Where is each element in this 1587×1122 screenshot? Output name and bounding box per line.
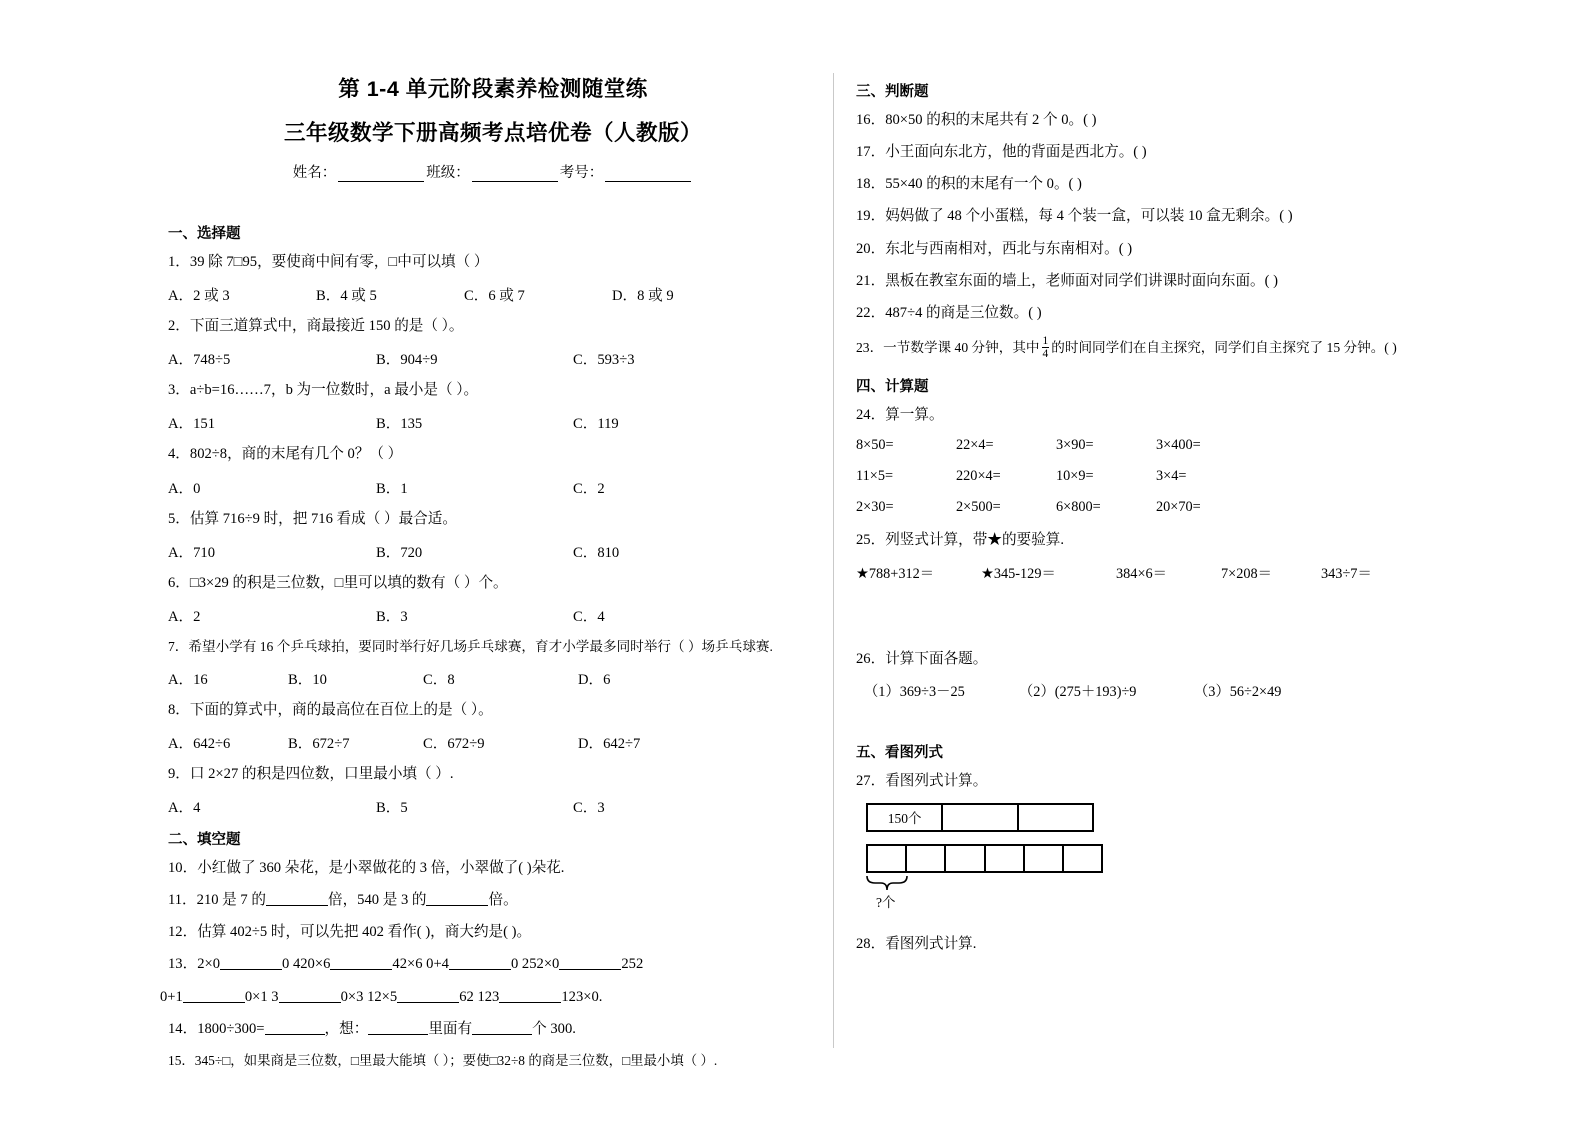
question-26-items (864, 681, 1526, 701)
section-heading-judge: 三、判断题 (856, 84, 929, 100)
bar-model-diagram (866, 803, 1116, 912)
question-7-option-d[interactable]: D．6 (578, 671, 611, 688)
question-28-title: 28．看图列式计算. (856, 935, 977, 952)
q24-r2-c3: 10×9= (1056, 468, 1094, 485)
question-4-option-b[interactable]: B．1 (376, 480, 408, 497)
page-header (168, 72, 818, 182)
question-3-options (168, 412, 823, 433)
q26-item-2: （2）(275＋193)÷9 (1019, 683, 1137, 700)
question-3-option-b[interactable]: B．135 (376, 416, 423, 433)
question-9-option-b[interactable]: B．5 (376, 799, 408, 816)
question-11-part-b: 倍，540 是 3 的 (327, 892, 427, 909)
question-16-stem: 16．80×50 的积的末尾共有 2 个 0。( ) (856, 112, 1097, 128)
question-8-options (168, 732, 823, 753)
exam-number-input-blank[interactable] (605, 167, 691, 182)
question-27-title: 27．看图列式计算。 (856, 772, 988, 789)
q26-item-3: （3）56÷2×49 (1194, 683, 1282, 700)
page-title-line2: 三年级数学下册高频考点培优卷（人教版） (283, 121, 702, 145)
q13b-seg-4: 62 123 (459, 988, 500, 1005)
page-title-line1: 第 1-4 单元阶段素养检测随堂练 (338, 77, 648, 101)
class-input-blank[interactable] (472, 167, 558, 182)
question-20-stem: 20．东北与西南相对，西北与东南相对。( ) (856, 240, 1133, 257)
question-6-option-c[interactable]: C．4 (573, 608, 605, 625)
class-label: 班级： (426, 165, 470, 181)
question-23-stem (856, 335, 1526, 360)
top-cell-3 (1019, 805, 1092, 830)
question-11-part-c: 倍。 (488, 892, 518, 909)
question-7-option-c[interactable]: C．8 (423, 671, 455, 688)
question-1-stem: 1．39 除 7□95，要使商中间有零，□中可以填（ ） (168, 254, 489, 270)
question-7-option-a[interactable]: A．16 (168, 671, 208, 688)
q13b-seg-2: 0×1 3 (244, 988, 279, 1005)
exam-number-label: 考号： (559, 165, 604, 181)
question-6-option-a[interactable]: A．2 (168, 608, 201, 625)
name-input-blank[interactable] (338, 167, 424, 182)
question-8-option-b[interactable]: B．672÷7 (288, 735, 350, 752)
q13-seg-4: 0 252×0 (510, 956, 560, 973)
q26-answer-space (856, 715, 1526, 741)
question-2-stem: 2．下面三道算式中，商最接近 150 的是（ ）。 (168, 318, 464, 335)
bottom-cell-2 (907, 846, 946, 871)
question-11-stem (168, 890, 823, 911)
q14-seg-4: 个 300. (532, 1020, 576, 1037)
q25-item-1: ★788+312＝ (856, 565, 935, 582)
question-8-stem: 8．下面的算式中，商的最高位在百位上的是（ ）。 (168, 701, 493, 718)
curly-brace-icon (866, 875, 908, 891)
question-4-options (168, 477, 823, 498)
question-1-option-c[interactable]: C．6 或 7 (464, 288, 525, 305)
name-label: 姓名： (292, 165, 337, 181)
q24-r2-c2: 220×4= (956, 468, 1001, 485)
section-heading-fill: 二、填空题 (168, 831, 241, 848)
question-9-stem: 9．口 2×27 的积是四位数，口里最小填（ ）. (168, 765, 454, 782)
top-cell-2 (943, 805, 1018, 830)
q24-r1-c1: 8×50= (856, 437, 894, 454)
question-6-options (168, 605, 823, 626)
question-8-option-a[interactable]: A．642÷6 (168, 735, 231, 752)
q13-seg-2: 0 420×6 (282, 956, 331, 973)
q14-blank-2[interactable] (368, 1021, 428, 1035)
q13b-seg-1: 0+1 (160, 988, 183, 1005)
q13b-seg-3: 0×3 12×5 (340, 988, 398, 1005)
question-6-stem: 6．□3×29 的积是三位数，□里可以填的数有（ ）个。 (168, 574, 508, 591)
question-5-option-b[interactable]: B．720 (376, 544, 423, 561)
question-8-option-c[interactable]: C．672÷9 (423, 735, 485, 752)
left-column (160, 222, 823, 1081)
question-4-option-a[interactable]: A．0 (168, 480, 201, 497)
q13-seg-3: 42×6 0+4 (392, 956, 449, 973)
q14-seg-3: 里面有 (428, 1020, 473, 1037)
q24-r1-c2: 22×4= (956, 437, 994, 454)
question-13-line-1 (168, 954, 823, 975)
fraction-one-quarter (1042, 335, 1050, 360)
question-1-option-d[interactable]: D．8 或 9 (612, 288, 674, 305)
q13b-blank-4[interactable] (499, 989, 561, 1003)
question-8-option-d[interactable]: D．642÷7 (578, 735, 641, 752)
question-17-stem: 17．小王面向东北方，他的背面是西北方。( ) (856, 144, 1147, 161)
section-heading-calc: 四、计算题 (856, 379, 929, 396)
question-11-blank-2[interactable] (426, 892, 488, 906)
q24-r3-c2: 2×500= (956, 499, 1001, 516)
question-25-items (856, 563, 1526, 583)
q24-r1-c4: 3×400= (1156, 437, 1201, 454)
q13-seg-5: 252 (621, 956, 644, 973)
q25-item-3: 384×6＝ (1116, 565, 1167, 582)
q14-blank-1[interactable] (265, 1021, 325, 1035)
question-3-stem: 3．a÷b=16……7，b 为一位数时，a 最小是（ ）。 (168, 382, 479, 399)
column-divider (833, 73, 834, 1048)
question-24-row-2 (856, 468, 1526, 485)
bottom-cell-3 (946, 846, 985, 871)
q13b-blank-1[interactable] (183, 989, 245, 1003)
question-7-option-b[interactable]: B．10 (288, 671, 327, 688)
q14-seg-1: 14．1800÷300= (168, 1020, 265, 1037)
fraction-numerator: 1 (1042, 335, 1049, 348)
q24-r3-c1: 2×30= (856, 499, 894, 516)
question-22-stem: 22．487÷4 的商是三位数。( ) (856, 304, 1042, 321)
bottom-cell-1 (868, 846, 907, 871)
bar-model-bottom-row (866, 844, 1103, 873)
question-4-stem: 4．802÷8，商的末尾有几个 0？（ ） (168, 446, 403, 463)
brace-icon (866, 875, 906, 891)
q13-blank-1[interactable] (220, 956, 282, 970)
question-1-option-b[interactable]: B．4 或 5 (316, 288, 377, 305)
q23-part-2: 的时间同学们在自主探究，同学们自主探究了 15 分钟。( ) (1051, 339, 1397, 355)
question-18-stem: 18．55×40 的积的末尾有一个 0。( ) (856, 176, 1082, 193)
bottom-cell-6 (1064, 846, 1101, 871)
unknown-quantity-label: ?个 (876, 894, 896, 910)
right-column (856, 80, 1526, 966)
question-5-option-c[interactable]: C．810 (573, 544, 620, 561)
q24-r2-c1: 11×5= (856, 468, 894, 485)
bottom-cell-5 (1025, 846, 1064, 871)
question-4-option-c[interactable]: C．2 (573, 480, 605, 497)
q25-answer-space (856, 597, 1526, 649)
question-25-title: 25．列竖式计算，带★的要验算. (856, 532, 1064, 549)
question-5-options (168, 541, 823, 562)
q24-r3-c3: 6×800= (1056, 499, 1101, 516)
bar-model-top-row (866, 803, 1094, 832)
question-7-stem: 7．希望小学有 16 个乒乓球拍，要同时举行好几场乒乓球赛，育才小学最多同时举行（ ）场乒乓球赛. (168, 638, 773, 654)
q13b-blank-2[interactable] (279, 989, 341, 1003)
section-heading-diagram: 五、看图列式 (856, 744, 943, 761)
question-1-options (168, 284, 823, 305)
question-3-option-a[interactable]: A．151 (168, 416, 216, 433)
top-cell-1: 150个 (868, 805, 943, 830)
question-12-stem: 12．估算 402÷5 时，可以先把 402 看作( )，商大约是( )。 (168, 924, 532, 941)
q24-r2-c4: 3×4= (1156, 468, 1187, 485)
question-24-title: 24．算一算。 (856, 407, 944, 424)
q25-item-5: 343÷7＝ (1321, 565, 1372, 582)
student-info-line (168, 161, 818, 182)
section-heading-choice: 一、选择题 (168, 226, 241, 242)
q14-blank-3[interactable] (472, 1021, 532, 1035)
question-10-stem: 10．小红做了 360 朵花，是小翠做花的 3 倍，小翠做了( )朵花. (168, 859, 565, 876)
q13-blank-2[interactable] (330, 956, 392, 970)
q24-r3-c4: 20×70= (1156, 499, 1201, 516)
question-9-options (168, 796, 823, 817)
bottom-cell-4 (986, 846, 1025, 871)
q13-seg-1: 13．2×0 (168, 956, 221, 973)
question-2-option-b[interactable]: B．904÷9 (376, 352, 438, 369)
q25-item-4: 7×208＝ (1221, 565, 1272, 582)
q23-part-1: 23．一节数学课 40 分钟，其中 (856, 339, 1040, 355)
question-26-title: 26．计算下面各题。 (856, 650, 988, 667)
q13b-blank-3[interactable] (397, 989, 459, 1003)
question-1-option-a[interactable]: A．2 或 3 (168, 288, 230, 305)
question-24-row-1 (856, 437, 1526, 454)
fraction-denominator: 4 (1042, 348, 1049, 361)
q25-item-2: ★345‐129＝ (981, 565, 1056, 582)
question-15-stem: 15．345÷□，如果商是三位数，□里最大能填（ ）；要使□32÷8 的商是三位数，□里最小填（ ）. (168, 1052, 718, 1068)
q24-r1-c3: 3×90= (1056, 437, 1094, 454)
q13-blank-4[interactable] (559, 956, 621, 970)
question-11-part-a: 11．210 是 7 的 (168, 892, 266, 909)
question-21-stem: 21．黑板在教室东面的墙上，老师面对同学们讲课时面向东面。( ) (856, 272, 1278, 289)
question-9-option-c[interactable]: C．3 (573, 799, 605, 816)
question-24-row-3 (856, 499, 1526, 516)
question-11-blank-1[interactable] (266, 892, 328, 906)
q13b-seg-5: 123×0. (561, 988, 603, 1005)
question-3-option-c[interactable]: C．119 (573, 416, 619, 433)
question-2-options (168, 348, 823, 369)
question-14-stem (168, 1019, 823, 1040)
question-9-option-a[interactable]: A．4 (168, 799, 201, 816)
question-2-option-a[interactable]: A．748÷5 (168, 352, 231, 369)
question-6-option-b[interactable]: B．3 (376, 608, 408, 625)
q14-seg-2: ，想： (324, 1020, 369, 1037)
question-5-stem: 5．估算 716÷9 时，把 716 看成（ ）最合适。 (168, 510, 457, 527)
question-5-option-a[interactable]: A．710 (168, 544, 216, 561)
question-2-option-c[interactable]: C．593÷3 (573, 352, 635, 369)
q13-blank-3[interactable] (449, 956, 511, 970)
question-19-stem: 19．妈妈做了 48 个小蛋糕，每 4 个装一盒，可以装 10 盒无剩余。( ) (856, 208, 1293, 225)
q26-item-1: （1）369÷3－25 (864, 683, 965, 700)
question-13-line-2 (160, 987, 823, 1008)
question-7-options (168, 668, 823, 689)
